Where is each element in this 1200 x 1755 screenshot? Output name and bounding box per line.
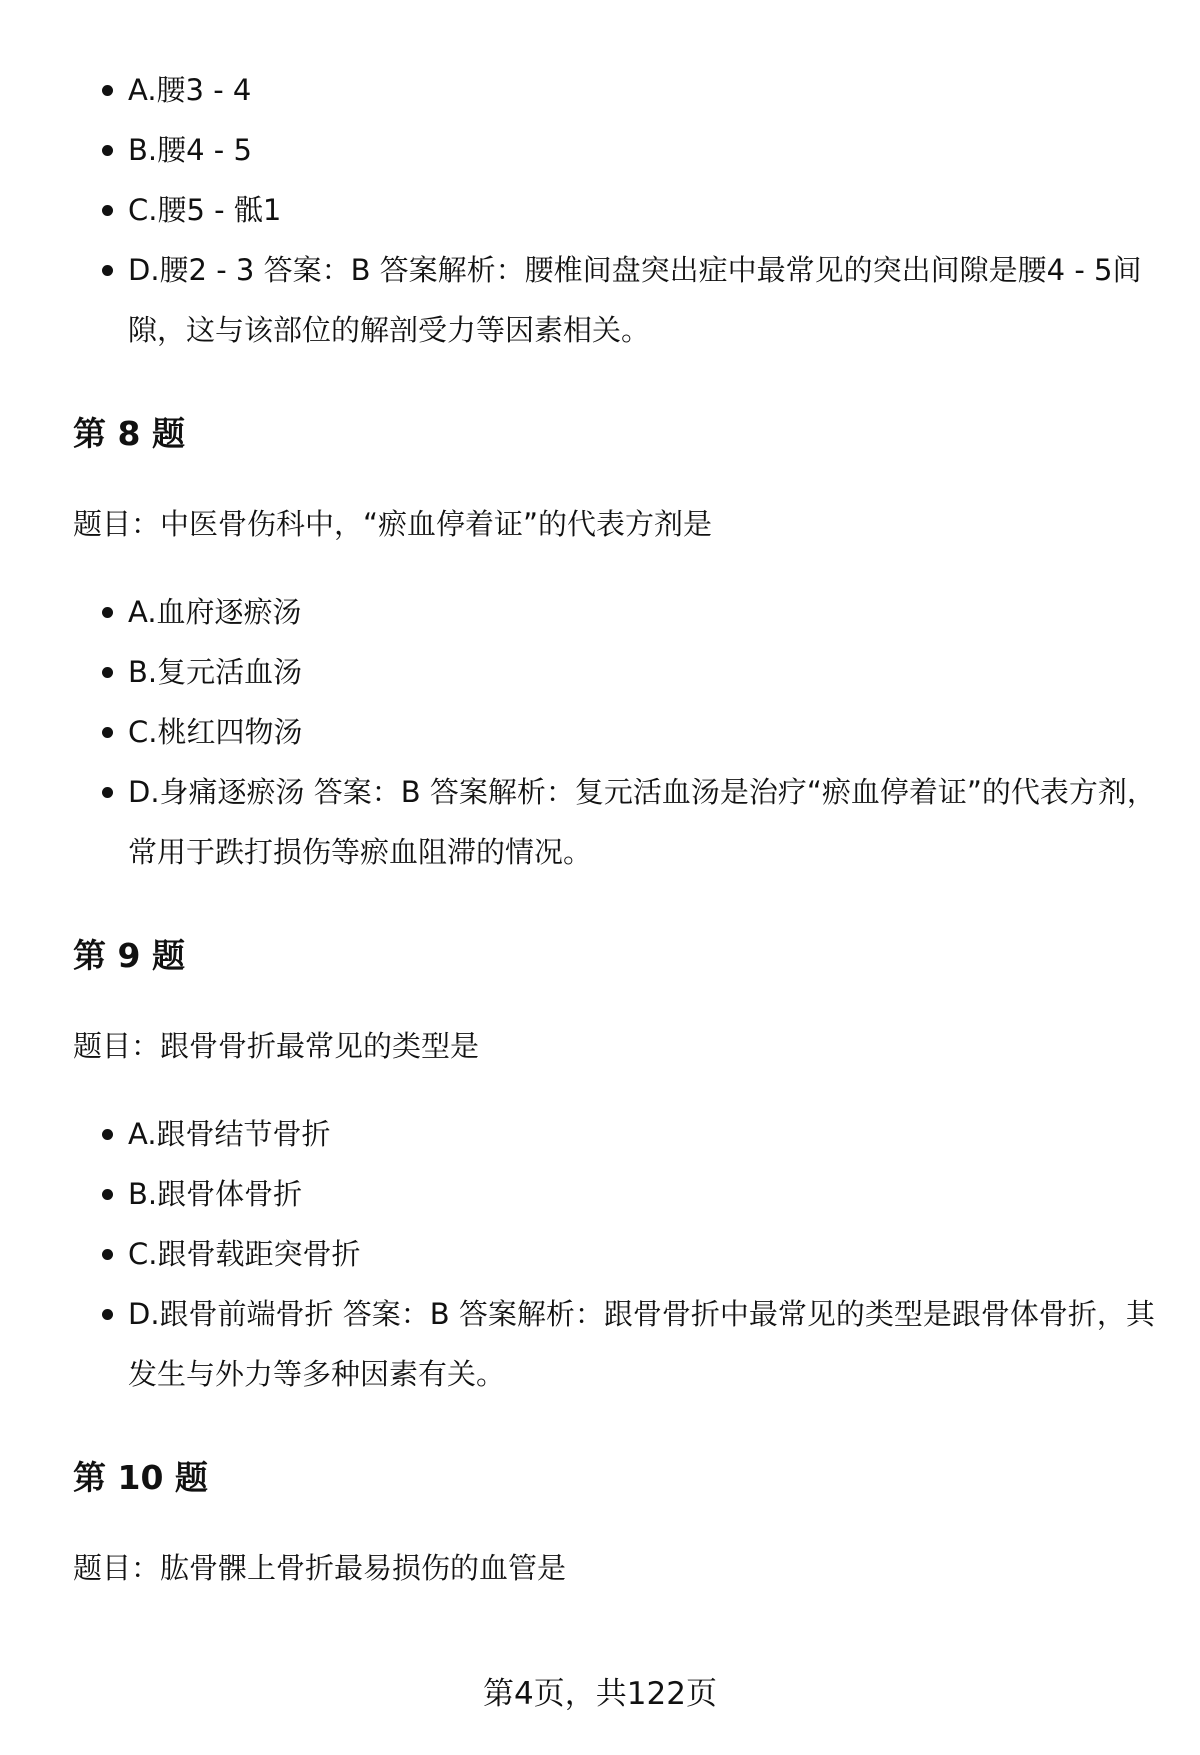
option-a: A.跟骨结节骨折 xyxy=(73,1104,1163,1164)
option-b: B.复元活血汤 xyxy=(73,642,1163,702)
question-heading: 第 10 题 xyxy=(73,1458,208,1497)
page-number: 第4页，共122页 xyxy=(483,1676,717,1712)
question-stem: 题目：中医骨伤科中，“瘀血停着证”的代表方剂是 xyxy=(73,507,713,541)
option-d-with-answer: D.腰2 - 3 答案：B 答案解析：腰椎间盘突出症中最常见的突出间隙是腰4 - 5间隙，这与该部位的解剖受力等因素相关。 xyxy=(73,240,1163,360)
question-options xyxy=(73,582,1163,882)
option-d-with-answer: D.身痛逐瘀汤 答案：B 答案解析：复元活血汤是治疗“瘀血停着证”的代表方剂，常用于跌打损伤等瘀血阻滞的情况。 xyxy=(73,762,1163,882)
option-a: A.腰3 - 4 xyxy=(73,60,1163,120)
question-heading: 第 8 题 xyxy=(73,414,185,453)
option-b: B.跟骨体骨折 xyxy=(73,1164,1163,1224)
option-c: C.跟骨载距突骨折 xyxy=(73,1224,1163,1284)
question-stem: 题目：肱骨髁上骨折最易损伤的血管是 xyxy=(73,1551,567,1585)
option-d-with-answer: D.跟骨前端骨折 答案：B 答案解析：跟骨骨折中最常见的类型是跟骨体骨折，其发生与外力等多种因素有关。 xyxy=(73,1284,1163,1404)
question-options xyxy=(73,1104,1163,1404)
question-10 xyxy=(73,1456,1163,1590)
question-8 xyxy=(73,412,1163,882)
question-heading: 第 9 题 xyxy=(73,936,185,975)
option-b: B.腰4 - 5 xyxy=(73,120,1163,180)
question-9 xyxy=(73,934,1163,1404)
question-stem: 题目：跟骨骨折最常见的类型是 xyxy=(73,1029,480,1063)
prev-question-options xyxy=(73,60,1163,360)
option-c: C.桃红四物汤 xyxy=(73,702,1163,762)
page-content xyxy=(73,60,1163,1590)
option-c: C.腰5 - 骶1 xyxy=(73,180,1163,240)
option-a: A.血府逐瘀汤 xyxy=(73,582,1163,642)
